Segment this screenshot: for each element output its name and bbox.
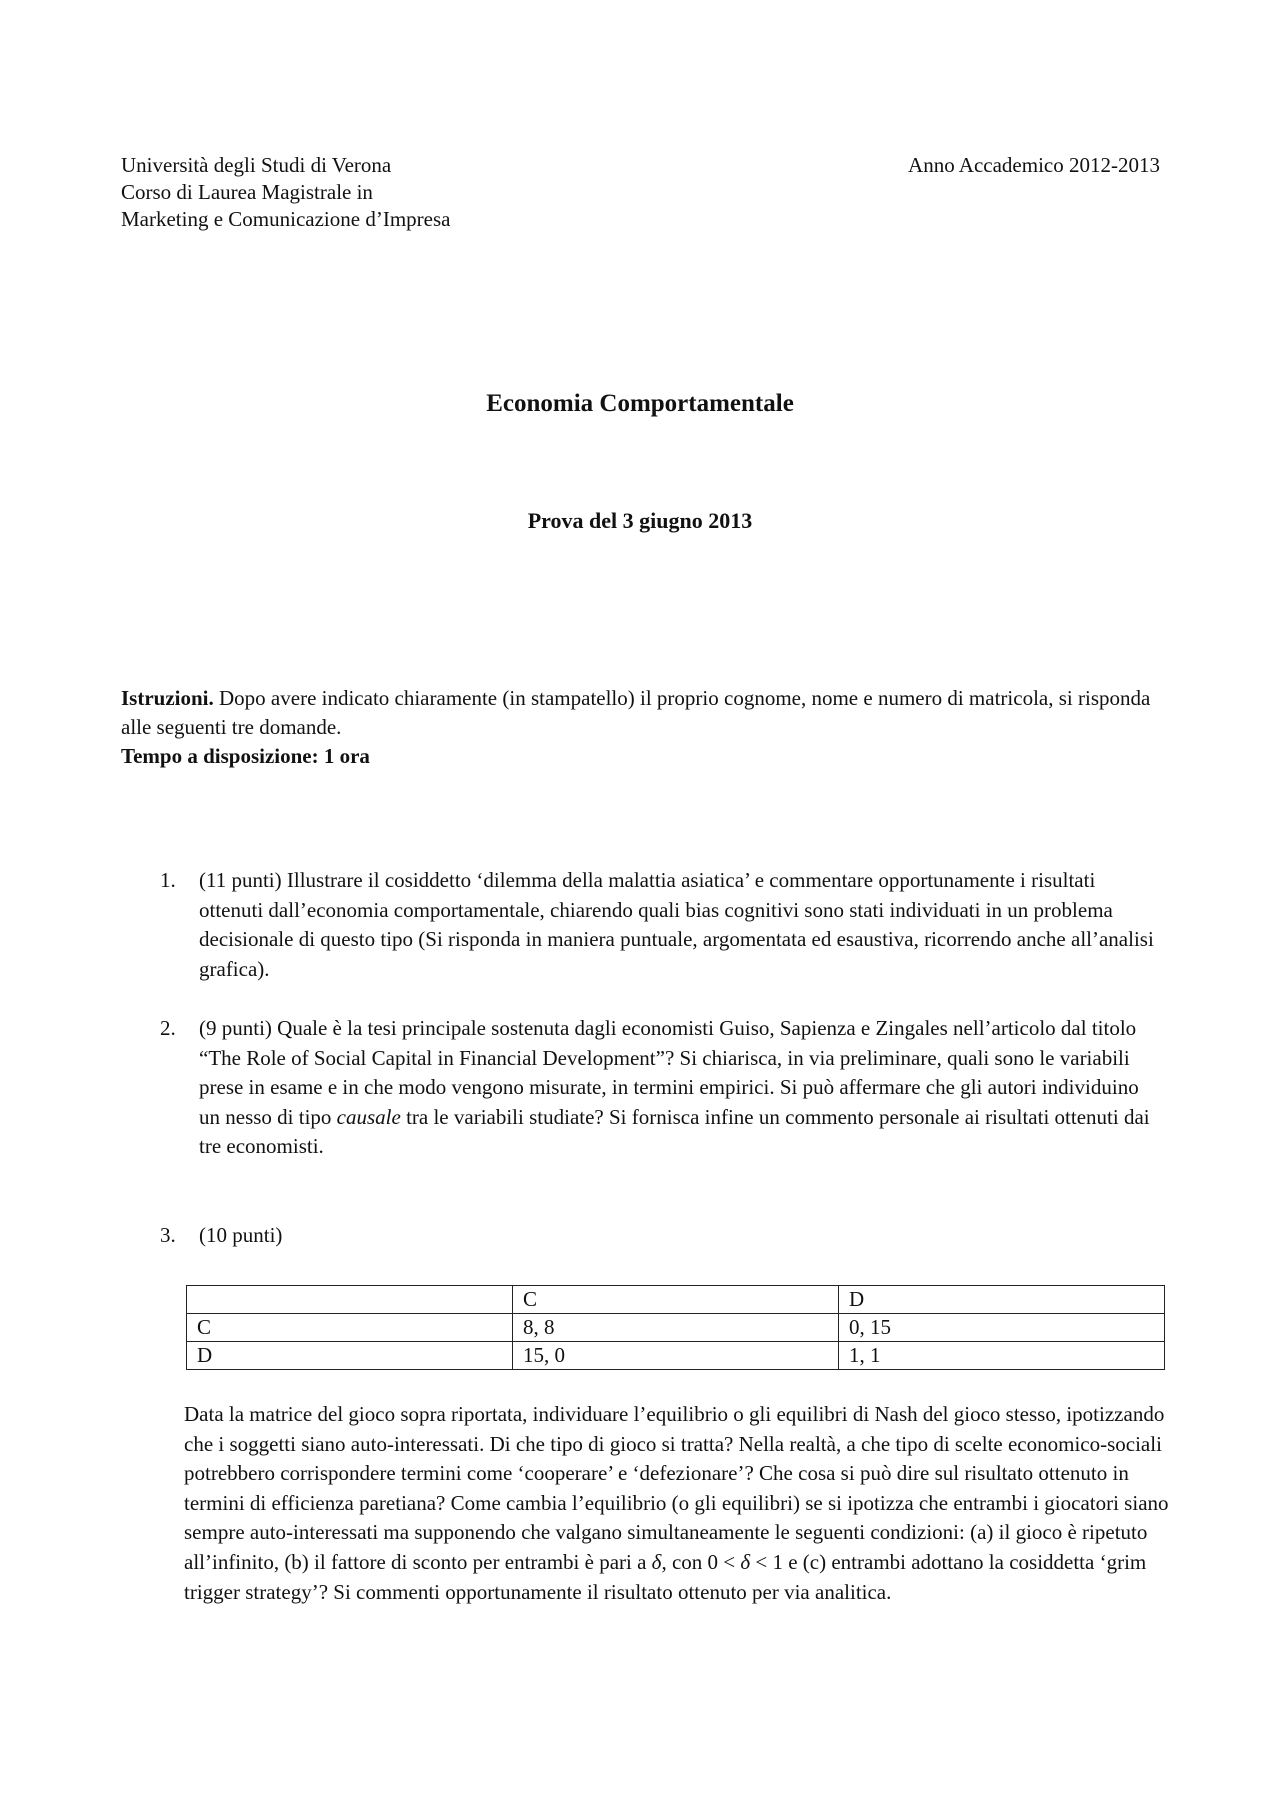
instructions	[121, 684, 1171, 771]
question-text-part: tra le variabili studiate? Si fornisca infine un commento personale ai risultati ottenuti dai tre economisti.	[199, 1104, 1150, 1158]
question-number: 1.	[160, 868, 176, 892]
exam-title: Economia Comportamentale	[486, 390, 794, 417]
question-text	[199, 1014, 1160, 1162]
table-cell: D	[187, 1342, 513, 1370]
question-number: 3.	[160, 1223, 176, 1247]
table-cell: C	[187, 1314, 513, 1342]
comment-part: < 1 e (c) entrambi adottano la cosiddetta ‘grim trigger strategy’? Si commenti opportunamente il risultato ottenuto per via analitica.	[184, 1549, 1147, 1604]
table-cell: 0, 15	[839, 1314, 1165, 1342]
question-text: (11 punti) Illustrare il cosiddetto ‘dilemma della malattia asiatica’ e commentare opportunamente i risultati ottenuti dall’economia comportamentale, chiarendo quali bias cognitivi sono stati individuati in un problema decisionale di questo tipo (Si risponda in maniera puntuale, argomentata ed esaustiva, ricorrendo anche all’analisi grafica).	[199, 868, 1154, 981]
course-line-2: Marketing e Comunicazione d’Impresa	[121, 207, 451, 231]
delta-symbol: δ	[740, 1549, 751, 1574]
question-3	[160, 1221, 1160, 1251]
comment-part: , con 0 <	[661, 1549, 741, 1574]
table-cell	[187, 1286, 513, 1314]
institution-header	[121, 152, 450, 233]
time-allowed: Tempo a disposizione: 1 ora	[121, 744, 370, 768]
table-cell: D	[839, 1286, 1165, 1314]
academic-year: Anno Accademico 2012-2013	[908, 153, 1160, 177]
question-2	[160, 1014, 1160, 1162]
university-name: Università degli Studi di Verona	[121, 153, 392, 177]
table-cell: 8, 8	[513, 1314, 839, 1342]
instructions-text: Dopo avere indicato chiaramente (in stampatello) il proprio cognome, nome e numero di matricola, si risponda alle seguenti tre domande.	[121, 686, 1151, 739]
exam-date: Prova del 3 giugno 2013	[527, 508, 753, 533]
question-text-part: (9 punti) Quale è la tesi principale sostenuta dagli economisti Guiso, Sapienza e Zingales nell’articolo dal titolo “The Role of Social Capital in Financial Development”? Si chiarisca, in via preliminare, quali sono le variabili prese in esame e in che modo vengono misurate, in termini empirici. Si può affermare che gli autori individuino un nesso di tipo	[199, 1016, 1139, 1129]
table-row	[187, 1342, 1165, 1370]
italic-term: causale	[336, 1104, 401, 1129]
table-row	[187, 1314, 1165, 1342]
instructions-label: Istruzioni.	[121, 686, 214, 710]
question-text: (10 punti)	[199, 1223, 283, 1247]
course-line-1: Corso di Laurea Magistrale in	[121, 180, 373, 204]
payoff-matrix	[186, 1285, 1165, 1370]
table-cell: C	[513, 1286, 839, 1314]
question-number: 2.	[160, 1016, 176, 1040]
delta-symbol: δ	[651, 1549, 662, 1574]
table-cell: 1, 1	[839, 1342, 1165, 1370]
question-3-text	[184, 1400, 1174, 1607]
question-1	[160, 866, 1160, 984]
table-cell: 15, 0	[513, 1342, 839, 1370]
table-row	[187, 1286, 1165, 1314]
comment-part: Data la matrice del gioco sopra riportata, individuare l’equilibrio o gli equilibri di Nash del gioco stesso, ipotizzando che i soggetti siano auto-interessati. Di che tipo di gioco si tratta? Nella realtà, a che tipo di scelte economico-sociali potrebbero corrispondere termini come ‘cooperare’ e ‘defezionare’? Che cosa si può dire sul risultato ottenuto in termini di efficienza paretiana? Come cambia l’equilibrio (o gli equilibri) se si ipotizza che entrambi i giocatori siano sempre auto-interessati ma supponendo che valgano simultaneamente le seguenti condizioni: (a) il gioco è ripetuto all’infinito, (b) il fattore di sconto per entrambi è pari a	[184, 1402, 1169, 1574]
